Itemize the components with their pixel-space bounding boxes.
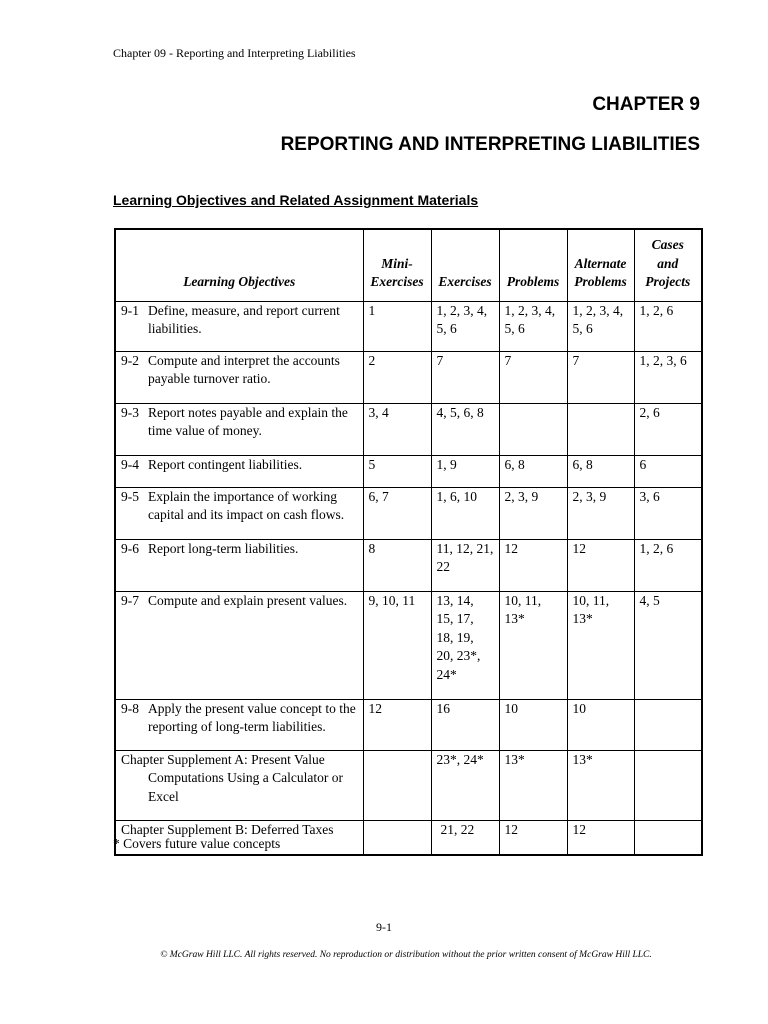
cell-alternate: 12 (567, 820, 634, 855)
table-row (115, 403, 702, 455)
table-row (115, 487, 702, 539)
cell-mini: 1 (363, 301, 431, 351)
objective-text: Explain the importance of working capital and its impact on cash flows. (148, 488, 345, 522)
cell-cases: 1, 2, 6 (634, 301, 702, 351)
supplement-text: Chapter Supplement A: Present Value Computations Using a Calculator or Excel (121, 751, 343, 804)
objective-wrap (121, 456, 358, 475)
cell-cases: 3, 6 (634, 487, 702, 539)
cases-line2: Projects (645, 274, 691, 289)
chapter-number: CHAPTER 9 (592, 94, 700, 115)
cell-problems: 2, 3, 9 (499, 487, 567, 539)
alt-line1: Alternate (574, 255, 627, 271)
objective-wrap (121, 488, 358, 525)
chapter-title: REPORTING AND INTERPRETING LIABILITIES (280, 134, 700, 155)
alt-line2: Problems (574, 274, 627, 289)
objective-wrap (121, 592, 358, 611)
table-header-row (115, 229, 702, 301)
cell-problems: 10 (499, 699, 567, 750)
cell-exercises: 23*, 24* (431, 750, 499, 820)
objective-text: Report long-term liabilities. (148, 540, 299, 556)
cell-problems: 13* (499, 750, 567, 820)
cell-mini: 12 (363, 699, 431, 750)
objective-cell (115, 403, 363, 455)
cell-exercises: 1, 2, 3, 4, 5, 6 (431, 301, 499, 351)
cell-exercises: 16 (431, 699, 499, 750)
cell-alternate: 1, 2, 3, 4, 5, 6 (567, 301, 634, 351)
copyright-notice: © McGraw Hill LLC. All rights reserved. No reproduction or distribution without the prior written consent of McGraw Hill LLC. (160, 950, 652, 960)
objective-cell (115, 301, 363, 351)
col-header-alternate-problems (567, 229, 634, 301)
cell-problems: 7 (499, 351, 567, 403)
cell-exercises: 1, 9 (431, 455, 499, 487)
objective-cell (115, 351, 363, 403)
table-row (115, 351, 702, 403)
cell-problems (499, 403, 567, 455)
cell-cases: 1, 2, 3, 6 (634, 351, 702, 403)
supplement-text: Chapter Supplement B: Deferred Taxes (121, 821, 334, 837)
col-header-problems: Problems (499, 229, 567, 301)
col-header-exercises: Exercises (431, 229, 499, 301)
objective-cell (115, 750, 363, 820)
table-row (115, 750, 702, 820)
objective-wrap (121, 352, 358, 389)
cell-exercises: 1, 6, 10 (431, 487, 499, 539)
col-header-learning-objectives: Learning Objectives (115, 229, 363, 301)
cell-mini (363, 820, 431, 855)
cell-problems: 12 (499, 820, 567, 855)
cell-problems: 1, 2, 3, 4, 5, 6 (499, 301, 567, 351)
objective-number: 9-7 (121, 592, 139, 608)
section-heading: Learning Objectives and Related Assignment Materials (113, 192, 479, 208)
cell-mini: 6, 7 (363, 487, 431, 539)
objective-number: 9-1 (121, 302, 139, 318)
table-body (115, 301, 702, 855)
cell-problems: 10, 11, 13* (499, 591, 567, 699)
cell-alternate: 10 (567, 699, 634, 750)
col-header-cases-projects (634, 229, 702, 301)
objective-text: Report notes payable and explain the time value of money. (148, 404, 348, 438)
objective-text: Compute and interpret the accounts payable turnover ratio. (148, 352, 340, 386)
page-number: 9-1 (376, 920, 392, 934)
cell-mini: 8 (363, 539, 431, 591)
objective-wrap (121, 404, 358, 441)
cell-problems: 6, 8 (499, 455, 567, 487)
cell-mini: 2 (363, 351, 431, 403)
cell-exercises: 4, 5, 6, 8 (431, 403, 499, 455)
cell-mini (363, 750, 431, 820)
learning-objectives-table (114, 228, 703, 856)
table-row (115, 699, 702, 750)
cell-alternate: 12 (567, 539, 634, 591)
cases-line1: Cases and (651, 237, 684, 271)
col-header-mini-exercises (363, 229, 431, 301)
objective-cell (115, 487, 363, 539)
objective-cell (115, 455, 363, 487)
table-row (115, 301, 702, 351)
footnote: * Covers future value concepts (113, 836, 281, 851)
cell-cases: 6 (634, 455, 702, 487)
objective-text: Define, measure, and report current liabilities. (148, 302, 340, 336)
cell-exercises: 7 (431, 351, 499, 403)
objective-number: 9-8 (121, 700, 139, 716)
objective-wrap (121, 302, 358, 339)
cell-exercises: 21, 22 (431, 820, 499, 855)
mini-line1: Mini- (381, 255, 413, 271)
objective-text: Report contingent liabilities. (148, 456, 303, 472)
running-head: Chapter 09 - Reporting and Interpreting Liabilities (113, 46, 356, 60)
cell-cases: 1, 2, 6 (634, 539, 702, 591)
objective-cell (115, 699, 363, 750)
table-row (115, 539, 702, 591)
cell-cases: 4, 5 (634, 591, 702, 699)
mini-line2: Exercises (370, 274, 424, 289)
cell-mini: 5 (363, 455, 431, 487)
cell-problems: 12 (499, 539, 567, 591)
cell-cases: 2, 6 (634, 403, 702, 455)
objective-number: 9-5 (121, 488, 139, 504)
objective-text: Apply the present value concept to the reporting of long-term liabilities. (148, 700, 356, 734)
cell-cases (634, 699, 702, 750)
cell-alternate: 13* (567, 750, 634, 820)
objective-number: 9-6 (121, 540, 139, 556)
cell-cases (634, 750, 702, 820)
objective-number: 9-2 (121, 352, 139, 368)
objective-cell (115, 539, 363, 591)
objective-text: Compute and explain present values. (148, 592, 348, 608)
objective-wrap (121, 540, 358, 559)
cell-alternate: 10, 11, 13* (567, 591, 634, 699)
objective-wrap (121, 700, 358, 737)
cell-exercises: 11, 12, 21, 22 (431, 539, 499, 591)
table-row (115, 591, 702, 699)
objective-number: 9-3 (121, 404, 139, 420)
cell-alternate: 6, 8 (567, 455, 634, 487)
cell-alternate: 7 (567, 351, 634, 403)
objective-cell (115, 591, 363, 699)
cell-mini: 3, 4 (363, 403, 431, 455)
objective-number: 9-4 (121, 456, 139, 472)
cell-alternate: 2, 3, 9 (567, 487, 634, 539)
cell-exercises: 13, 14, 15, 17, 18, 19, 20, 23*, 24* (431, 591, 499, 699)
cell-cases (634, 820, 702, 855)
cell-alternate (567, 403, 634, 455)
cell-mini: 9, 10, 11 (363, 591, 431, 699)
table-row (115, 455, 702, 487)
